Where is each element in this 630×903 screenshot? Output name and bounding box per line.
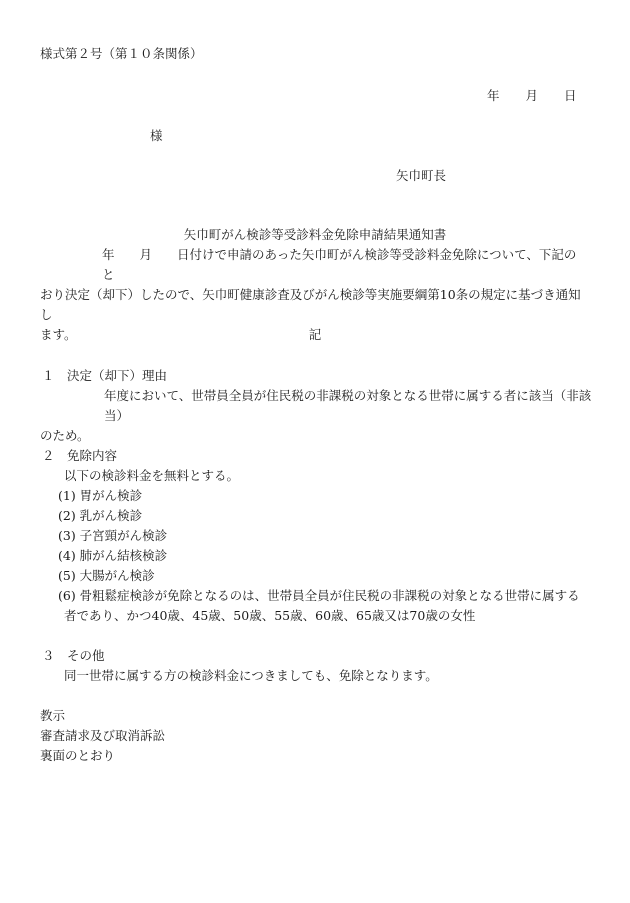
section-1-line-1: 年度において、世帯員全員が住民税の非課税の対象となる世帯に属する者に該当（非該当） [104,388,592,423]
section-exemption-content [42,446,592,626]
exemption-item: (5) 大腸がん検診 [58,568,155,583]
exemption-item-6-continuation: 者であり、かつ40歳、45歳、50歳、55歳、60歳、65歳又は70歳の女性 [64,608,476,623]
date-line: 年 月 日 [487,88,577,103]
intro-line-1: 年 月 日付けで申請のあった矢巾町がん検診等受診料金免除について、下記のと [102,247,577,282]
addressee: 様 [150,128,163,143]
section-2-heading: ２ 免除内容 [42,448,118,463]
section-2-line-1: 以下の検診料金を無料とする。 [64,468,240,483]
section-other [42,646,592,686]
exemption-item: (2) 乳がん検診 [58,508,143,523]
notice-line-2: 審査請求及び取消訴訟 [40,728,166,743]
intro-line-3: ます。 [40,327,77,342]
sender: 矢巾町長 [396,168,447,183]
section-decision-reason [42,366,592,446]
notice-line-3: 裏面のとおり [40,748,116,763]
notice-line-1: 教示 [40,708,66,723]
section-1-heading: １ 決定（却下）理由 [42,368,168,383]
intro-line-2: おり決定（却下）したので、矢巾町健康診査及びがん検診等実施要綱第10条の規定に基づき通知し [40,287,581,322]
appeal-notice [40,706,165,766]
exemption-item: (4) 肺がん結核検診 [58,548,168,563]
exemption-item: (1) 胃がん検診 [58,488,143,503]
document-title: 矢巾町がん検診等受診料金免除申請結果通知書 [183,227,447,242]
exemption-item: (6) 骨粗鬆症検診が免除となるのは、世帯員全員が住民税の非課税の対象となる世帯に属する [58,588,580,603]
ki-heading: 記 [308,327,322,342]
section-3-line-1: 同一世帯に属する方の検診料金につきましても、免除となります。 [64,668,438,683]
exemption-item: (3) 子宮頸がん検診 [58,528,168,543]
section-1-line-2: のため。 [40,428,90,443]
form-number: 様式第２号（第１０条関係） [40,46,203,61]
section-3-heading: ３ その他 [42,648,105,663]
